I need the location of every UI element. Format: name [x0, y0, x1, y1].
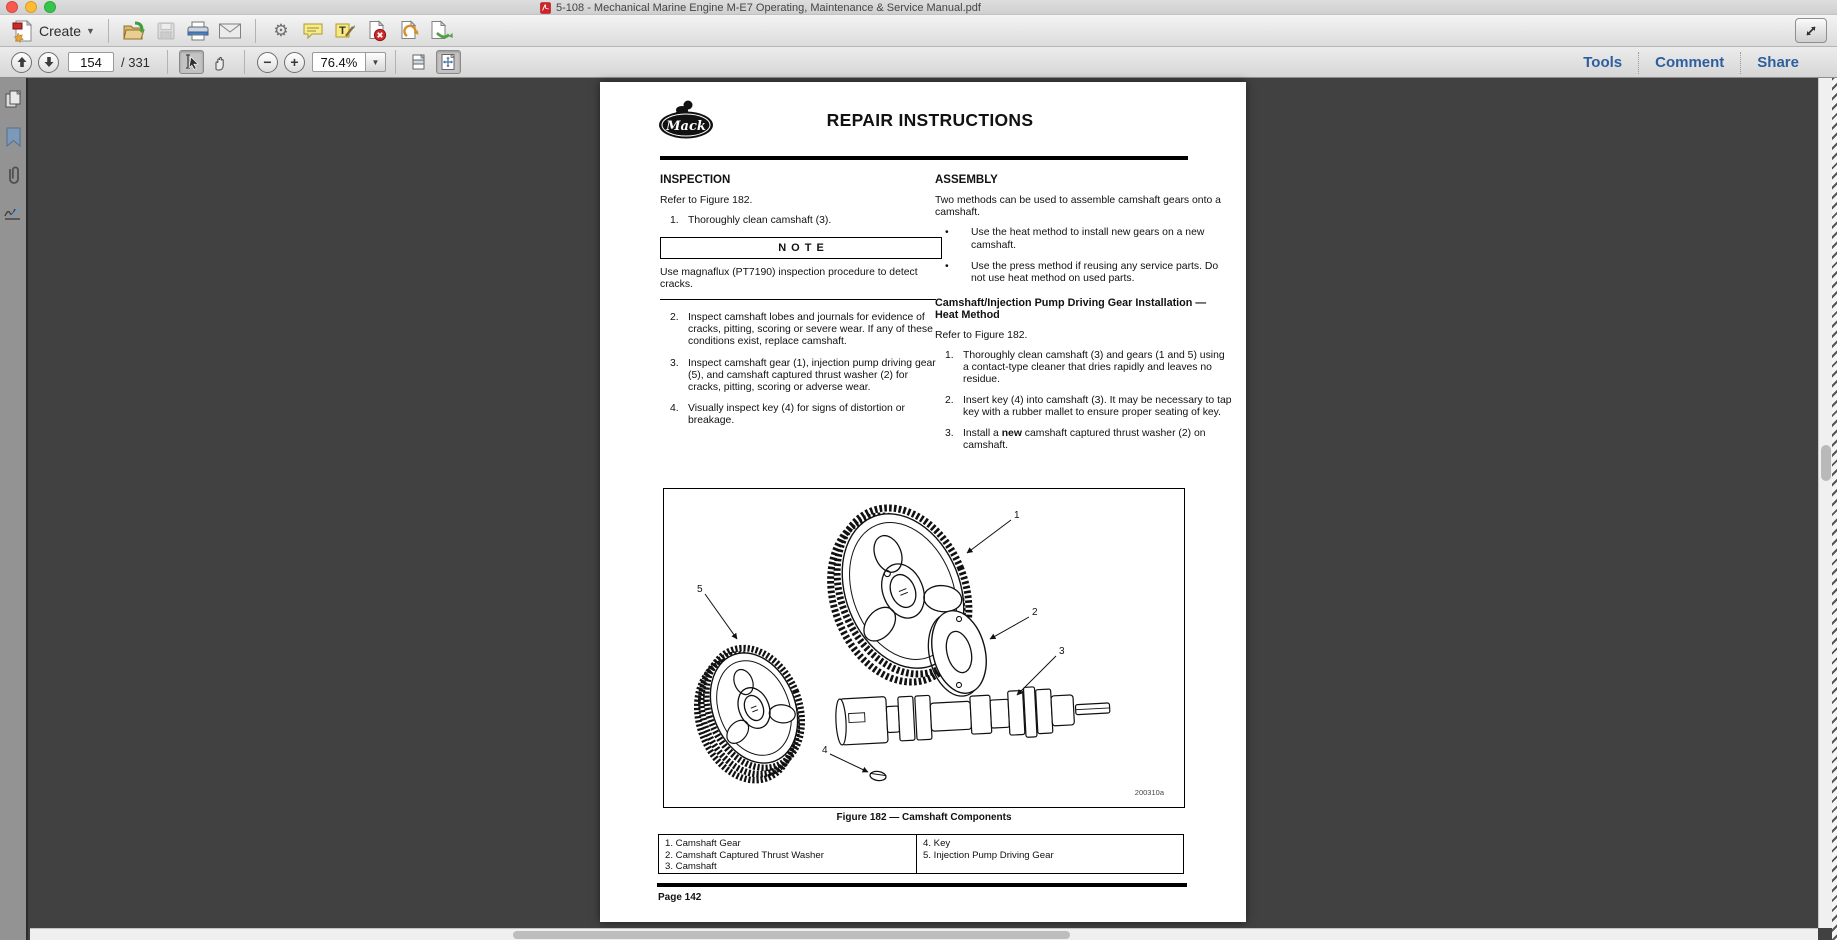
footer-rule — [657, 883, 1187, 887]
window-title — [540, 0, 981, 15]
list-item — [935, 428, 1232, 452]
share-button[interactable]: Share — [1757, 54, 1799, 71]
list-item — [660, 215, 942, 227]
injection-pump-driving-gear — [677, 634, 822, 795]
right-toolbar-actions — [1567, 47, 1815, 78]
legend-right-cell — [917, 835, 1183, 873]
page-orange-arrow-icon — [398, 20, 420, 42]
settings-button[interactable] — [268, 18, 294, 44]
tools-button[interactable]: Tools — [1583, 54, 1623, 71]
legend-line: 3. Camshaft — [665, 861, 717, 873]
bullet-icon — [945, 261, 971, 285]
bullet-item — [935, 261, 1232, 285]
vertical-scrollbar-thumb[interactable] — [1821, 445, 1831, 481]
plus-icon: + — [290, 53, 299, 70]
email-button[interactable] — [217, 18, 243, 44]
page-thumbnails-icon — [3, 89, 23, 109]
comment-tool-button[interactable] — [300, 18, 326, 44]
page-number-label: Page 142 — [658, 892, 702, 903]
page-thumbnails-panel-button[interactable] — [2, 88, 24, 110]
inspection-heading: INSPECTION — [660, 174, 731, 186]
svg-text:T: T — [339, 24, 346, 37]
pdf-file-icon — [540, 2, 551, 14]
item-text: Thoroughly clean camshaft (3). — [688, 215, 832, 227]
zoom-window-button[interactable] — [44, 1, 56, 13]
item-number: 1. — [945, 349, 954, 361]
item-text-bold: new — [1001, 428, 1022, 440]
close-window-button[interactable] — [6, 1, 18, 13]
create-button[interactable] — [8, 17, 99, 45]
callout-5: 5 — [697, 584, 703, 595]
figure-182 — [663, 488, 1185, 808]
assembly-column — [935, 170, 1232, 461]
figure-caption: Figure 182 — Camshaft Components — [836, 812, 1012, 823]
item-text: Insert key (4) into camshaft (3). It may be necessary to tap key with a rubber mallet to ensure proper seating of key. — [963, 394, 1232, 419]
signature-icon — [3, 203, 23, 223]
item-number: 2. — [670, 312, 679, 324]
navigation-toolbar — [0, 47, 1837, 78]
save-button[interactable] — [153, 18, 179, 44]
bookmark-icon — [3, 126, 23, 148]
legend-left-cell — [659, 835, 917, 873]
page-green-arrow-icon — [429, 20, 453, 42]
item-number: 3. — [945, 428, 954, 440]
inspection-column — [660, 170, 942, 436]
mack-logo-text: Mack — [666, 119, 706, 134]
envelope-icon — [218, 22, 242, 40]
toggle-toolbar-button[interactable] — [1795, 18, 1827, 43]
list-item — [660, 358, 942, 394]
horizontal-scrollbar[interactable] — [30, 928, 1818, 940]
extract-page-button[interactable] — [396, 18, 422, 44]
speech-bubble-icon — [302, 21, 324, 41]
signature-panel-button[interactable] — [2, 202, 24, 224]
legend-line: 4. Key — [923, 838, 951, 849]
item-number: 4. — [670, 402, 679, 414]
select-cursor-icon — [182, 53, 200, 71]
navigation-pane — [0, 78, 28, 940]
callout-2: 2 — [1032, 607, 1038, 618]
minus-icon: − — [263, 53, 272, 70]
next-page-button[interactable] — [38, 52, 59, 73]
page-red-x-icon — [366, 20, 388, 42]
note-text: Use magnaflux (PT7190) inspection procedure to detect cracks. — [660, 267, 918, 291]
inspection-refer: Refer to Figure 182. — [660, 195, 753, 207]
save-floppy-icon — [156, 21, 176, 41]
item-text-pre: Install a — [963, 428, 1002, 440]
vertical-scrollbar[interactable] — [1818, 78, 1832, 928]
window-title-text: 5-108 - Mechanical Marine Engine M-E7 Operating, Maintenance & Service Manual.pdf — [556, 1, 981, 14]
previous-page-button[interactable] — [11, 52, 32, 73]
item-text: Inspect camshaft lobes and journals for evidence of cracks, pitting, scoring or severe wear. If any of these conditions exist, replace camshaft. — [688, 312, 933, 348]
arrow-up-icon — [16, 56, 28, 68]
heading-rule — [660, 156, 1188, 160]
assembly-refer: Refer to Figure 182. — [935, 329, 1028, 341]
camshaft-components-drawing — [664, 489, 1183, 806]
arrow-down-icon — [43, 56, 55, 68]
open-folder-icon — [122, 20, 146, 42]
item-text: Inspect camshaft gear (1), injection pump driving gear (5), and camshaft captured thrust washer (2) for cracks, pitting, scoring or adverse wear. — [688, 357, 936, 393]
page-total-label: / 331 — [121, 54, 150, 70]
hand-icon — [211, 53, 229, 71]
list-item — [935, 395, 1232, 419]
page-heading: REPAIR INSTRUCTIONS — [826, 110, 1034, 130]
mack-logo — [658, 92, 720, 140]
toolbar-separator — [167, 50, 168, 74]
attachments-panel-button[interactable] — [2, 164, 24, 186]
horizontal-scrollbar-thumb[interactable] — [513, 931, 1070, 939]
figure-code: 200310a — [1134, 788, 1164, 797]
create-caret-icon: ▼ — [86, 25, 95, 36]
installation-subheading: Camshaft/Injection Pump Driving Gear Installation — Heat Method — [935, 296, 1207, 322]
list-item — [935, 350, 1232, 386]
item-text: Thoroughly clean camshaft (3) and gears (1 and 5) using a contact-type cleaner that dries rapidly and leaves no residue. — [963, 349, 1225, 385]
toolbar-separator — [255, 19, 256, 43]
assembly-heading: ASSEMBLY — [935, 174, 998, 186]
window-edge-stripe — [1832, 78, 1837, 940]
fill-sign-button[interactable] — [332, 18, 358, 44]
chevron-down-icon: ▼ — [371, 57, 380, 67]
create-pdf-icon — [12, 19, 34, 43]
document-workspace — [0, 78, 1837, 940]
list-item — [660, 403, 942, 427]
note-rule — [660, 299, 936, 300]
callout-1: 1 — [1014, 510, 1020, 521]
callout-4: 4 — [822, 745, 828, 756]
item-number: 2. — [945, 394, 954, 406]
page-fit-icon — [439, 53, 457, 71]
bullet-icon — [945, 227, 971, 251]
note-box: NOTE — [660, 237, 942, 259]
fit-page-view-button[interactable] — [436, 50, 461, 74]
pdf-page — [600, 82, 1246, 922]
printer-icon — [186, 20, 210, 42]
bookmarks-panel-button[interactable] — [2, 126, 24, 148]
scrolling-view-button[interactable] — [407, 50, 432, 74]
page-number-input[interactable] — [68, 52, 114, 72]
paperclip-icon — [3, 164, 23, 186]
traffic-lights — [6, 1, 56, 13]
minimize-window-button[interactable] — [25, 1, 37, 13]
callout-3: 3 — [1059, 646, 1065, 657]
gear-icon: ⚙ — [273, 21, 289, 40]
item-text: Visually inspect key (4) for signs of distortion or breakage. — [688, 402, 905, 426]
assembly-intro: Two methods can be used to assemble camshaft gears onto a camshaft. — [935, 195, 1221, 219]
toolbar-separator — [108, 19, 109, 43]
zoom-dropdown-button[interactable] — [366, 52, 386, 72]
delete-page-button[interactable] — [364, 18, 390, 44]
main-toolbar — [0, 15, 1837, 47]
zoom-out-button[interactable] — [257, 52, 278, 73]
bullet-text: Use the heat method to install new gears on a new camshaft. — [971, 227, 1205, 251]
diagonal-arrows-icon — [1803, 23, 1819, 39]
toolbar-separator — [244, 50, 245, 74]
text-pen-icon — [334, 21, 356, 41]
legend-line: 5. Injection Pump Driving Gear — [923, 849, 1054, 861]
item-text-post: camshaft captured thrust washer (2) on camshaft. — [963, 428, 1206, 452]
legend-line: 2. Camshaft Captured Thrust Washer — [665, 849, 824, 861]
open-file-button[interactable] — [121, 18, 147, 44]
toolbar-separator — [395, 50, 396, 74]
legend-line: 1. Camshaft Gear — [665, 838, 741, 849]
hand-tool-button[interactable] — [208, 50, 233, 74]
item-number: 3. — [670, 357, 679, 369]
bullet-text: Use the press method if reusing any service parts. Do not use heat method on used parts. — [971, 260, 1219, 284]
zoom-level-input[interactable] — [312, 52, 366, 72]
comment-button[interactable]: Comment — [1655, 54, 1725, 71]
create-button-label: Create — [39, 22, 82, 39]
list-item — [660, 312, 942, 348]
bullet-item — [935, 227, 1232, 251]
export-page-button[interactable] — [428, 18, 454, 44]
title-bar — [0, 0, 1837, 15]
item-number: 1. — [670, 215, 679, 227]
select-tool-button[interactable] — [179, 50, 204, 74]
print-button[interactable] — [185, 18, 211, 44]
page-scrolling-icon — [410, 53, 428, 71]
key — [869, 770, 886, 781]
zoom-in-button[interactable] — [284, 52, 305, 73]
figure-legend-table — [658, 834, 1184, 874]
item-text — [963, 428, 1232, 452]
